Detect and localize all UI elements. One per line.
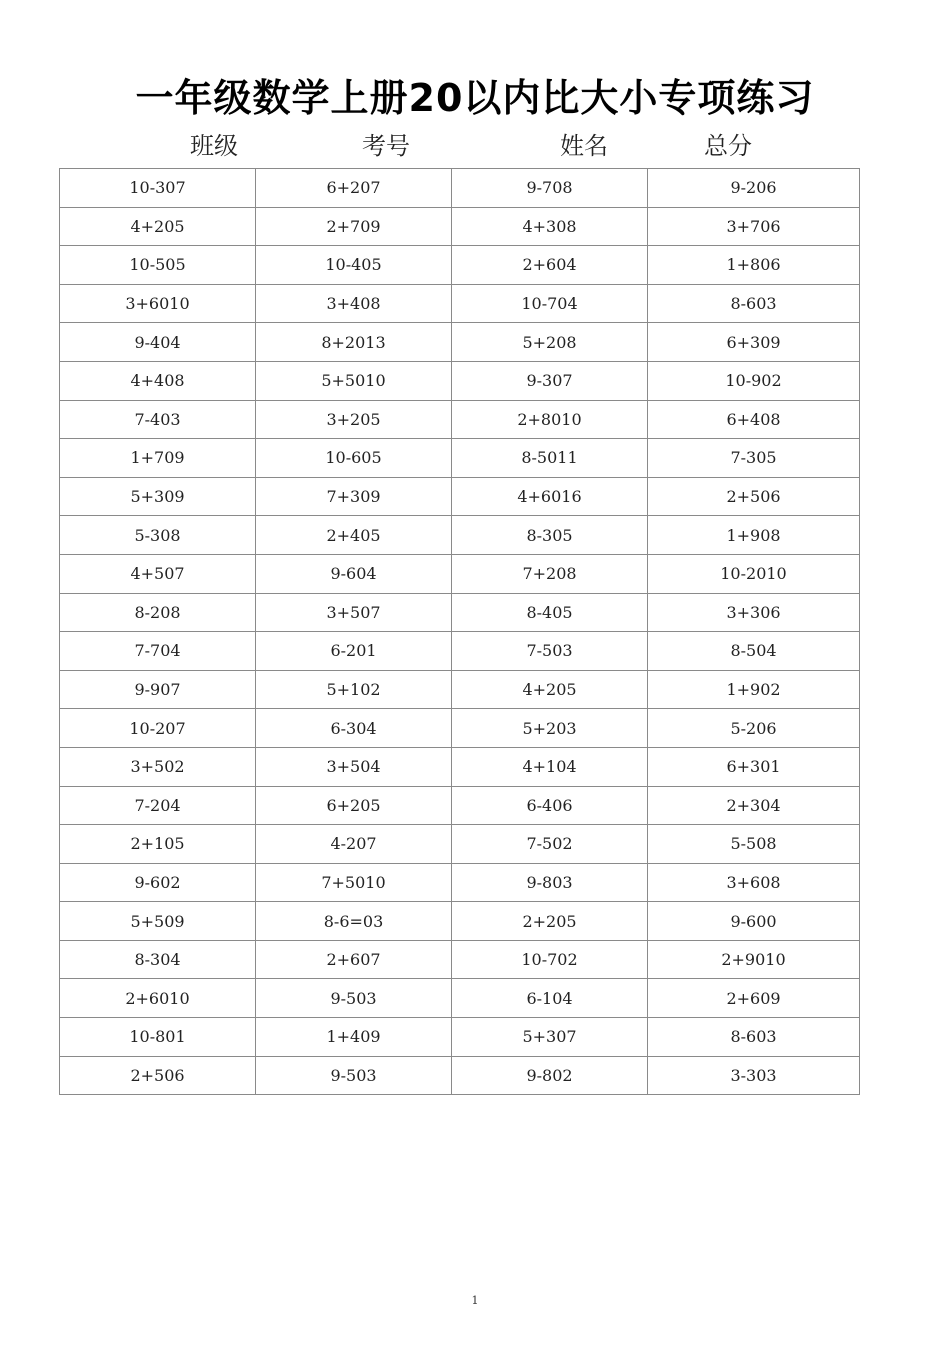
table-row	[60, 323, 860, 362]
table-row	[60, 246, 860, 285]
exercise-cell: 8-405	[452, 593, 648, 632]
exercise-cell: 3+502	[60, 747, 256, 786]
exercise-cell: 2+205	[452, 902, 648, 941]
exercise-cell: 5+5010	[256, 361, 452, 400]
exercise-cell: 4+507	[60, 554, 256, 593]
table-row	[60, 825, 860, 864]
exercise-cell: 3-303	[648, 1056, 860, 1095]
exercise-cell: 3+306	[648, 593, 860, 632]
exercise-cell: 5+203	[452, 709, 648, 748]
table-row	[60, 554, 860, 593]
table-row	[60, 670, 860, 709]
exercise-cell: 5-508	[648, 825, 860, 864]
exercise-cell: 6-104	[452, 979, 648, 1018]
table-row	[60, 400, 860, 439]
exercise-cell: 8-304	[60, 940, 256, 979]
table-row	[60, 979, 860, 1018]
table-row	[60, 1056, 860, 1095]
table-row	[60, 207, 860, 246]
table-row	[60, 593, 860, 632]
exercise-cell: 9-206	[648, 169, 860, 208]
exercise-cell: 10-2010	[648, 554, 860, 593]
exercise-cell: 10-801	[60, 1018, 256, 1057]
exercise-cell: 10-902	[648, 361, 860, 400]
exercise-cell: 10-505	[60, 246, 256, 285]
exercise-cell: 9-307	[452, 361, 648, 400]
exercise-cell: 7-502	[452, 825, 648, 864]
exercise-cell: 2+506	[60, 1056, 256, 1095]
exercise-cell: 2+9010	[648, 940, 860, 979]
exercise-cell: 5+208	[452, 323, 648, 362]
exercise-cell: 10-405	[256, 246, 452, 285]
exercise-cell: 3+504	[256, 747, 452, 786]
exercise-cell: 7-403	[60, 400, 256, 439]
exercise-cell: 6+207	[256, 169, 452, 208]
exercise-cell: 2+609	[648, 979, 860, 1018]
table-row	[60, 747, 860, 786]
exercise-cell: 6+408	[648, 400, 860, 439]
table-row	[60, 169, 860, 208]
exercise-cell: 4+205	[452, 670, 648, 709]
exercise-table	[59, 168, 860, 1095]
exercise-cell: 2+506	[648, 477, 860, 516]
exercise-cell: 2+405	[256, 516, 452, 555]
exercise-cell: 3+706	[648, 207, 860, 246]
exercise-cell: 9-604	[256, 554, 452, 593]
exercise-cell: 4+104	[452, 747, 648, 786]
exercise-cell: 2+709	[256, 207, 452, 246]
student-name-label: 姓名	[560, 132, 608, 160]
exercise-cell: 8-603	[648, 284, 860, 323]
exercise-cell: 7+208	[452, 554, 648, 593]
exercise-cell: 9-503	[256, 1056, 452, 1095]
exercise-cell: 8-305	[452, 516, 648, 555]
exercise-cell: 8+2013	[256, 323, 452, 362]
exercise-cell: 1+709	[60, 439, 256, 478]
exercise-cell: 7+309	[256, 477, 452, 516]
exercise-cell: 7-204	[60, 786, 256, 825]
exercise-cell: 8-504	[648, 632, 860, 671]
exercise-cell: 6-406	[452, 786, 648, 825]
exercise-cell: 5-206	[648, 709, 860, 748]
exercise-cell: 9-404	[60, 323, 256, 362]
exercise-cell: 6+301	[648, 747, 860, 786]
table-row	[60, 361, 860, 400]
exercise-cell: 5+509	[60, 902, 256, 941]
exercise-cell: 9-802	[452, 1056, 648, 1095]
exercise-cell: 6+309	[648, 323, 860, 362]
exercise-cell: 1+409	[256, 1018, 452, 1057]
table-row	[60, 284, 860, 323]
page-title: 一年级数学上册20以内比大小专项练习	[135, 76, 815, 120]
exercise-cell: 5-308	[60, 516, 256, 555]
table-row	[60, 786, 860, 825]
exercise-cell: 7-503	[452, 632, 648, 671]
exercise-cell: 1+806	[648, 246, 860, 285]
table-row	[60, 709, 860, 748]
exercise-cell: 3+408	[256, 284, 452, 323]
exercise-cell: 7-704	[60, 632, 256, 671]
table-row	[60, 477, 860, 516]
exercise-cell: 6-201	[256, 632, 452, 671]
total-score-label: 总分	[704, 132, 752, 160]
exercise-cell: 9-907	[60, 670, 256, 709]
exercise-cell: 3+608	[648, 863, 860, 902]
exercise-cell: 3+205	[256, 400, 452, 439]
exercise-cell: 2+105	[60, 825, 256, 864]
exercise-cell: 5+307	[452, 1018, 648, 1057]
exercise-cell: 10-307	[60, 169, 256, 208]
exercise-cell: 10-605	[256, 439, 452, 478]
exercise-cell: 7-305	[648, 439, 860, 478]
table-row	[60, 863, 860, 902]
table-row	[60, 516, 860, 555]
exercise-table-body	[60, 169, 860, 1095]
exercise-cell: 7+5010	[256, 863, 452, 902]
exercise-cell: 4+205	[60, 207, 256, 246]
exercise-cell: 10-207	[60, 709, 256, 748]
exercise-cell: 9-803	[452, 863, 648, 902]
exercise-cell: 1+902	[648, 670, 860, 709]
exercise-cell: 9-503	[256, 979, 452, 1018]
exercise-cell: 4-207	[256, 825, 452, 864]
exercise-cell: 4+308	[452, 207, 648, 246]
exam-number-label: 考号	[362, 132, 410, 160]
exercise-cell: 3+6010	[60, 284, 256, 323]
table-row	[60, 632, 860, 671]
exercise-cell: 5+102	[256, 670, 452, 709]
exercise-cell: 1+908	[648, 516, 860, 555]
exercise-cell: 2+8010	[452, 400, 648, 439]
exercise-cell: 2+304	[648, 786, 860, 825]
exercise-cell: 2+604	[452, 246, 648, 285]
exercise-cell: 9-600	[648, 902, 860, 941]
exercise-cell: 6+205	[256, 786, 452, 825]
table-row	[60, 1018, 860, 1057]
table-row	[60, 940, 860, 979]
page-number: 1	[471, 1294, 479, 1307]
class-label: 班级	[190, 132, 238, 160]
exercise-cell: 10-704	[452, 284, 648, 323]
table-row	[60, 902, 860, 941]
exercise-cell: 4+408	[60, 361, 256, 400]
exercise-cell: 10-702	[452, 940, 648, 979]
exercise-cell: 8-5011	[452, 439, 648, 478]
exercise-cell: 8-208	[60, 593, 256, 632]
exercise-cell: 9-602	[60, 863, 256, 902]
exercise-cell: 2+607	[256, 940, 452, 979]
exercise-cell: 3+507	[256, 593, 452, 632]
exercise-cell: 4+6016	[452, 477, 648, 516]
exercise-cell: 8-6=03	[256, 902, 452, 941]
exercise-cell: 9-708	[452, 169, 648, 208]
exercise-cell: 2+6010	[60, 979, 256, 1018]
exercise-cell: 8-603	[648, 1018, 860, 1057]
exercise-cell: 5+309	[60, 477, 256, 516]
exercise-cell: 6-304	[256, 709, 452, 748]
table-row	[60, 439, 860, 478]
